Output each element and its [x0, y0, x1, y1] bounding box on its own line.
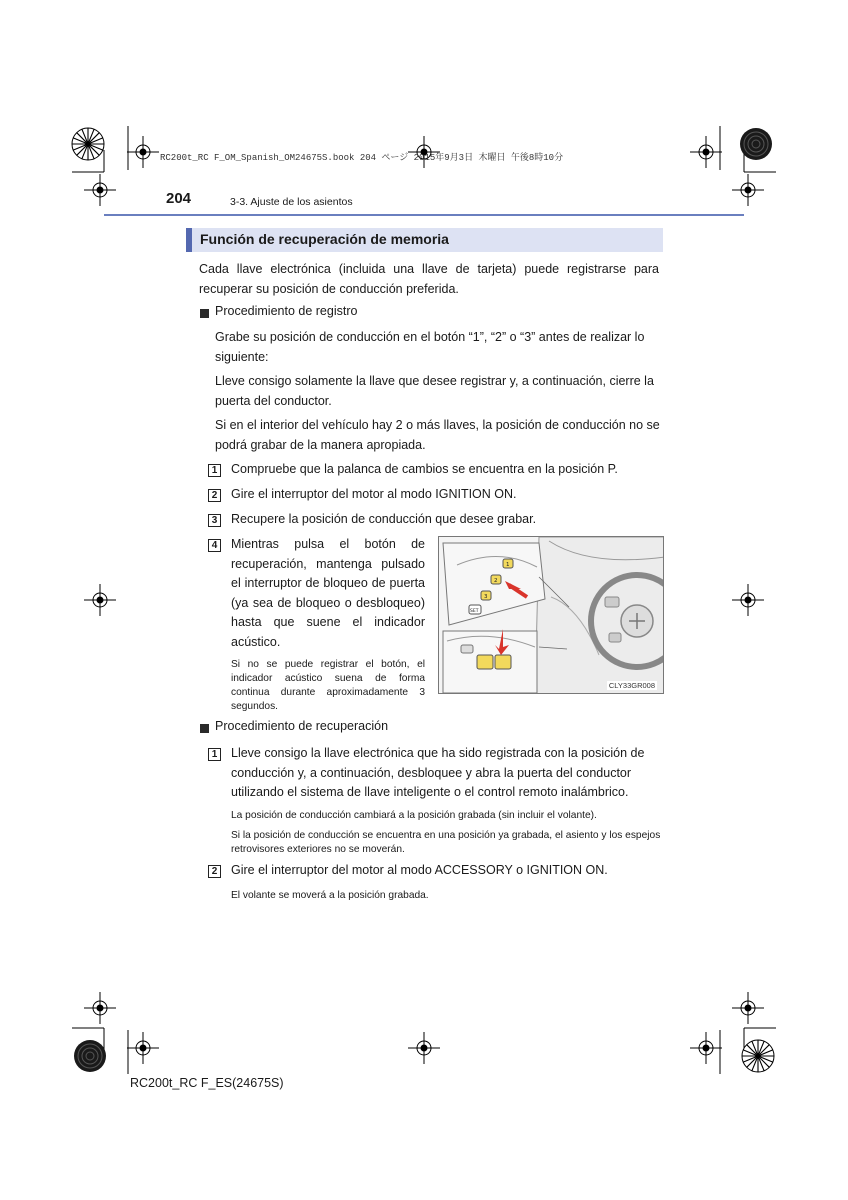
- registration-heading: Procedimiento de registro: [215, 304, 358, 318]
- illustration-figure: [438, 536, 664, 694]
- figure-code: CLY33GR008: [608, 681, 655, 690]
- page-number: 204: [166, 190, 192, 207]
- registration-para-3: Si en el interior del vehículo hay 2 o más llaves, la posición de conducción no se podrá grabar de la manera apropiada.: [215, 418, 660, 452]
- recall-step-2-note: El volante se moverá a la posición grabada.: [231, 890, 429, 901]
- svg-text:3: 3: [484, 594, 488, 600]
- recall-step-1: Lleve consigo la llave electrónica que ha sido registrada con la posición de conducción y, a continuación, desbloquee y abra la puerta del conductor utilizando el sistema de llave inteligente o el control remoto inalámbrico.: [231, 746, 645, 799]
- printer-slug-line: RC200t_RC F_OM_Spanish_OM24675S.book 204 ページ 2015年9月3日 木曜日 午後8時10分: [160, 153, 564, 163]
- registration-step-4: Mientras pulsa el botón de recuperación, mantenga pulsado el interruptor de bloqueo de puerta (ya sea de bloqueo o desbloqueo) hasta que suene el indicador acústico.: [231, 537, 425, 649]
- intro-paragraph: Cada llave electrónica (incluida una llave de tarjeta) puede registrarse para recuperar su posición de conducción preferida.: [199, 262, 659, 296]
- registration-step-4-note: Si no se puede registrar el botón, el indicador acústico suena de forma continua durante aproximadamente 3 segundos.: [231, 659, 425, 712]
- footer-doc-code: RC200t_RC F_ES(24675S): [130, 1076, 284, 1090]
- registration-para-1: Grabe su posición de conducción en el botón “1”, “2” o “3” antes de realizar lo siguiente:: [215, 330, 645, 364]
- recall-step-1-note-2: Si la posición de conducción se encuentra en una posición ya grabada, el asiento y los espejos retrovisores exteriores no se moverán.: [231, 830, 661, 855]
- step-number: 4: [208, 539, 221, 552]
- registration-step-2: Gire el interruptor del motor al modo IGNITION ON.: [231, 487, 517, 501]
- recall-step-2: Gire el interruptor del motor al modo ACCESSORY o IGNITION ON.: [231, 863, 608, 877]
- section-title: Función de recuperación de memoria: [200, 231, 449, 247]
- svg-text:1: 1: [506, 562, 510, 568]
- door-panel-illustration: [439, 537, 664, 694]
- section-title-bar: [186, 228, 663, 252]
- step-number: 3: [208, 514, 221, 527]
- unlock-switch: [495, 655, 511, 669]
- registration-step-1: Compruebe que la palanca de cambios se encuentra en la posición P.: [231, 462, 618, 476]
- header-divider: [104, 214, 744, 216]
- registration-step-3: Recupere la posición de conducción que desee grabar.: [231, 512, 537, 526]
- step-number: 1: [208, 464, 221, 477]
- bullet-square: [200, 724, 209, 733]
- registration-para-2: Lleve consigo solamente la llave que desee registrar y, a continuación, cierre la puerta del conductor.: [215, 374, 654, 408]
- bullet-square: [200, 309, 209, 318]
- step-number: 2: [208, 489, 221, 502]
- svg-text:SET: SET: [470, 609, 479, 614]
- section-reference: 3-3. Ajuste de los asientos: [230, 196, 353, 208]
- step-number: 1: [208, 748, 221, 761]
- recall-step-1-note-1: La posición de conducción cambiará a la posición grabada (sin incluir el volante).: [231, 810, 597, 821]
- svg-text:2: 2: [494, 578, 498, 584]
- recall-heading: Procedimiento de recuperación: [215, 719, 389, 733]
- step-number: 2: [208, 865, 221, 878]
- lock-switch: [477, 655, 493, 669]
